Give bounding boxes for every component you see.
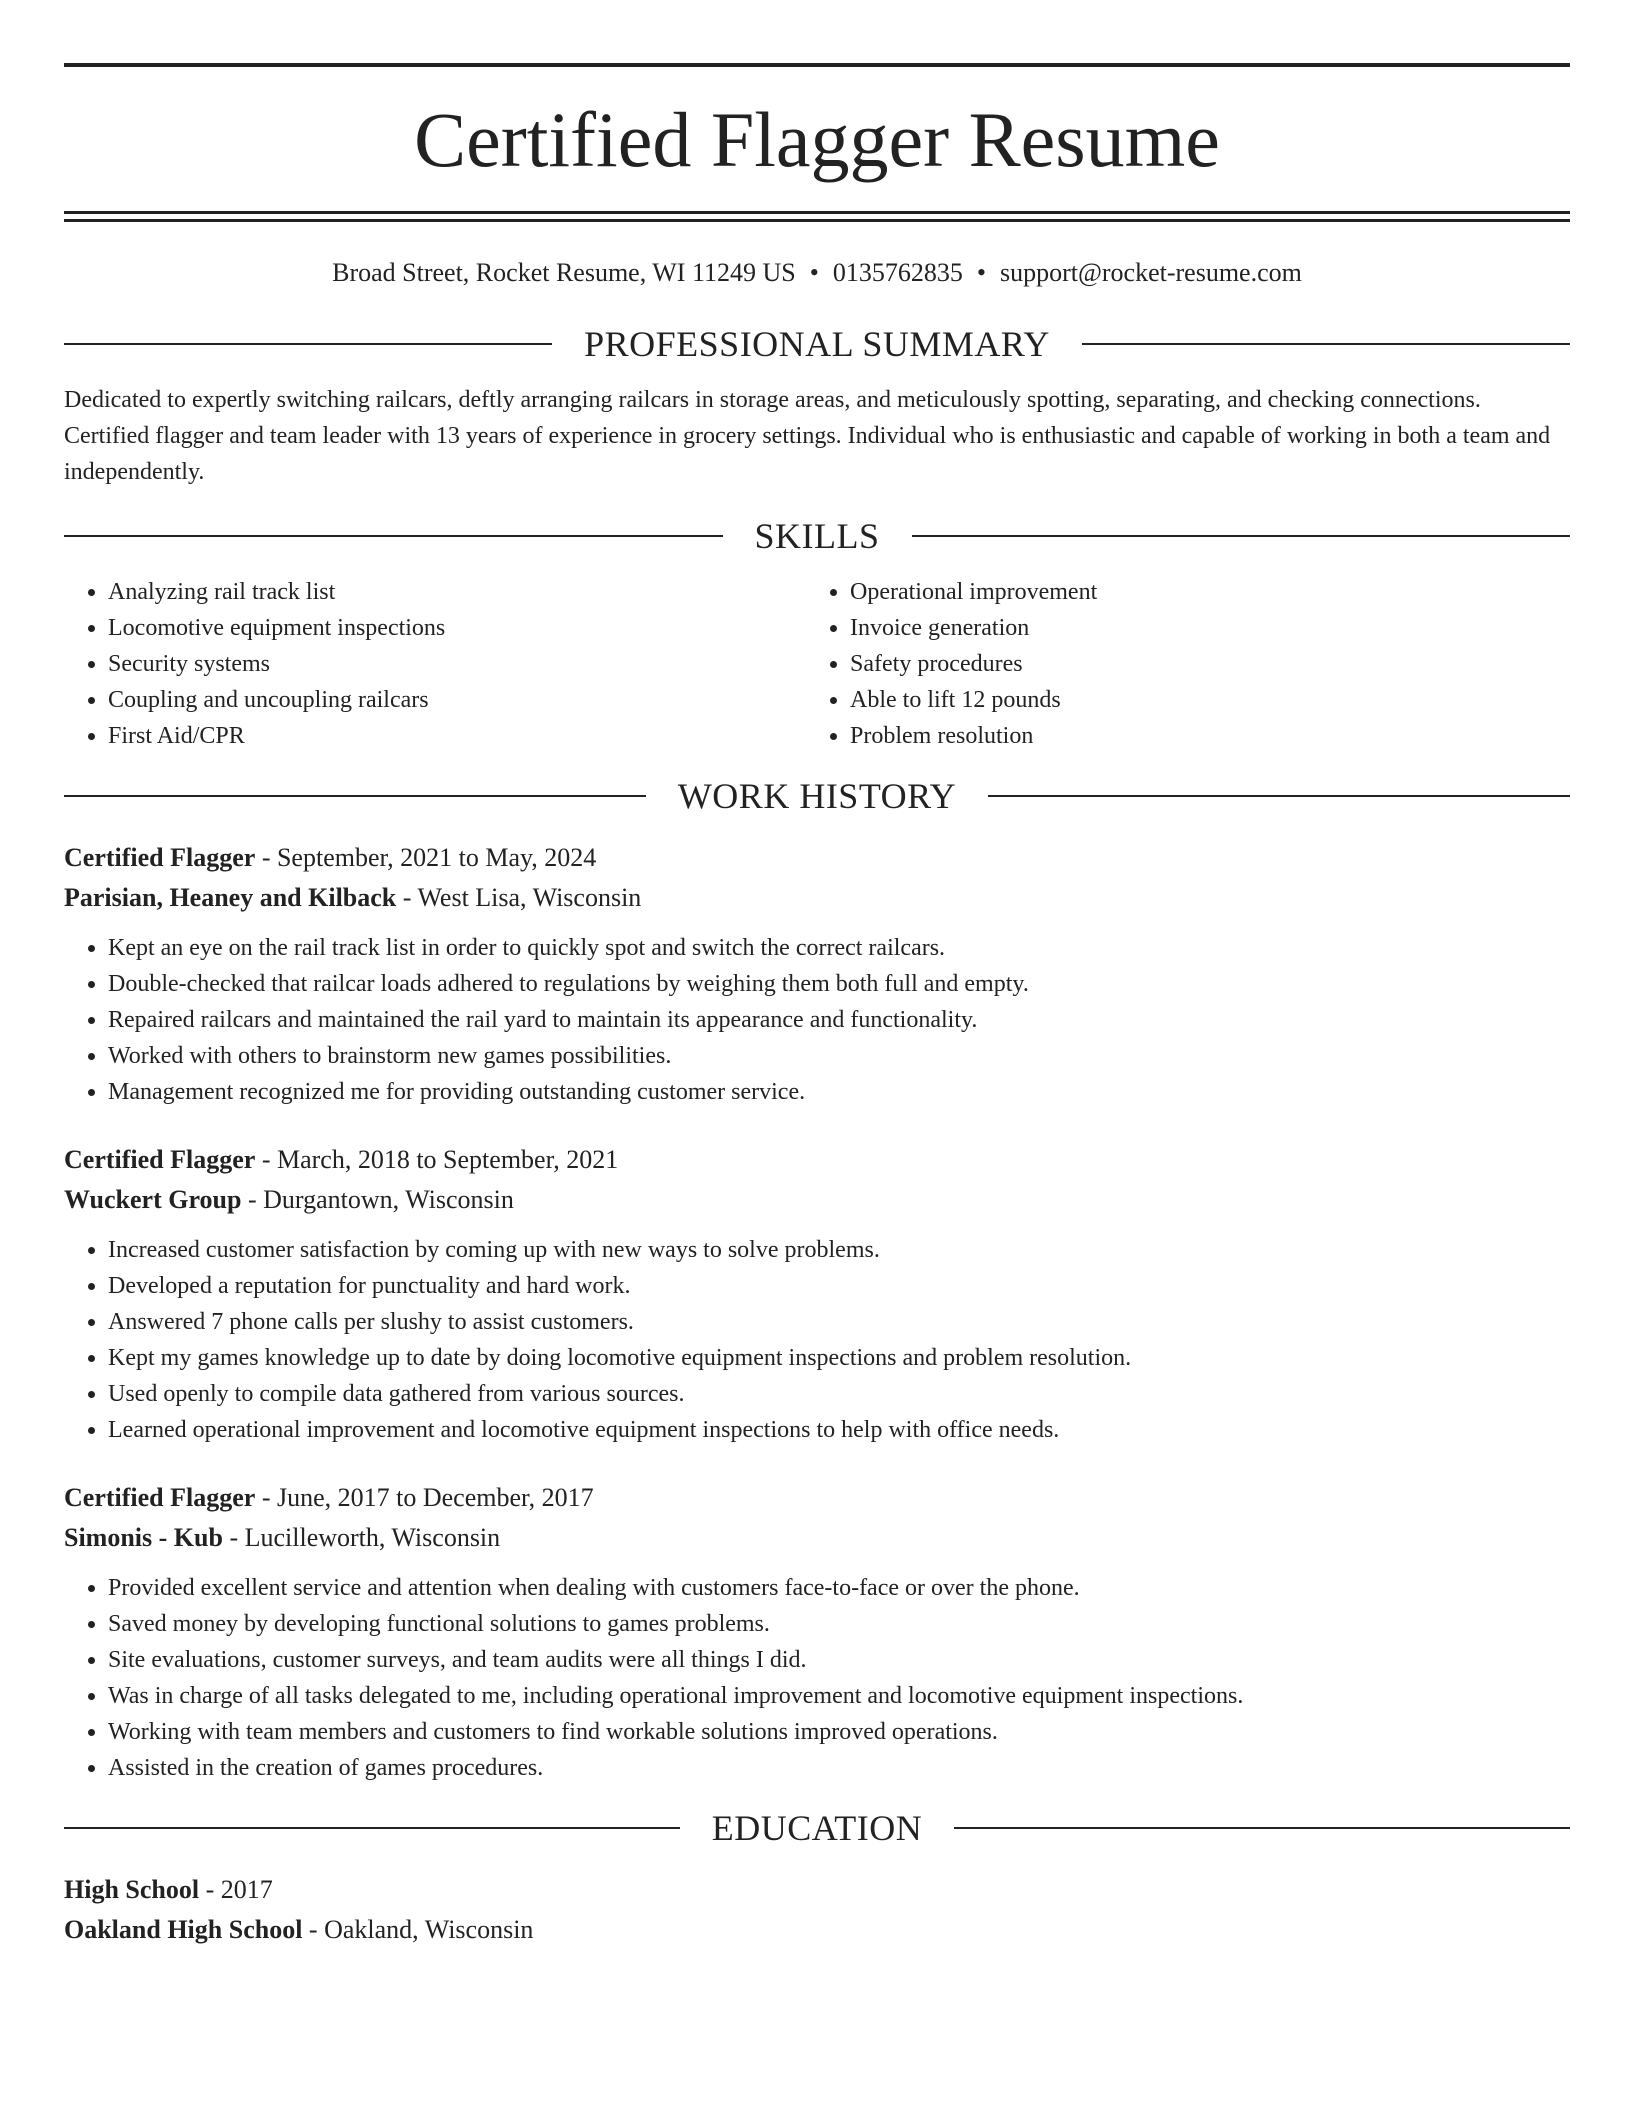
contact-phone: 0135762835	[832, 258, 963, 287]
title-rule-lower	[64, 219, 1570, 222]
skill-item: • Operational improvement	[850, 574, 1548, 610]
job-bullet: • Used openly to compile data gathered from various sources.	[108, 1376, 1570, 1412]
job-bullets	[64, 1232, 1570, 1448]
job-title-line	[64, 1478, 1570, 1518]
summary-section-title: PROFESSIONAL SUMMARY	[584, 324, 1050, 364]
summary-section-header	[64, 324, 1570, 364]
job-bullet: • Saved money by developing functional solutions to games problems.	[108, 1606, 1570, 1642]
job-dates: - September, 2021 to May, 2024	[255, 843, 597, 872]
job-bullet: • Increased customer satisfaction by coming up with new ways to solve problems.	[108, 1232, 1570, 1268]
section-rule	[64, 535, 723, 537]
skill-item: • Able to lift 12 pounds	[850, 682, 1548, 718]
skill-item: • Problem resolution	[850, 718, 1548, 754]
job-entry	[64, 838, 1570, 1110]
education-degree-line	[64, 1870, 1570, 1910]
job-location: - West Lisa, Wisconsin	[396, 883, 642, 912]
section-rule	[1082, 343, 1570, 345]
skill-item: • Safety procedures	[850, 646, 1548, 682]
skills-list	[64, 574, 1570, 754]
skill-item: • First Aid/CPR	[108, 718, 806, 754]
top-rule	[64, 63, 1570, 67]
job-role: Certified Flagger	[64, 843, 256, 872]
job-bullet: • Learned operational improvement and locomotive equipment inspections to help with office needs.	[108, 1412, 1570, 1448]
work-section-header	[64, 776, 1570, 816]
job-bullet: • Was in charge of all tasks delegated to me, including operational improvement and locomotive equipment inspections.	[108, 1678, 1570, 1714]
title-rule-upper	[64, 211, 1570, 214]
section-rule	[912, 535, 1571, 537]
skill-item: • Locomotive equipment inspections	[108, 610, 806, 646]
job-bullet: • Kept an eye on the rail track list in order to quickly spot and switch the correct railcars.	[108, 930, 1570, 966]
job-company-line	[64, 1518, 1570, 1558]
education-location: - Oakland, Wisconsin	[302, 1915, 534, 1944]
skills-section-title: SKILLS	[754, 516, 880, 556]
job-bullet: • Management recognized me for providing outstanding customer service.	[108, 1074, 1570, 1110]
job-bullet: • Site evaluations, customer surveys, and team audits were all things I did.	[108, 1642, 1570, 1678]
job-company-line	[64, 878, 1570, 918]
contact-address: Broad Street, Rocket Resume, WI 11249 US	[332, 258, 796, 287]
skills-column-right	[806, 574, 1548, 754]
section-rule	[64, 1827, 680, 1829]
job-bullet: • Double-checked that railcar loads adhered to regulations by weighing them both full and empty.	[108, 966, 1570, 1002]
contact-email: support@rocket-resume.com	[999, 258, 1302, 287]
education-school: Oakland High School	[64, 1915, 303, 1944]
job-company: Parisian, Heaney and Kilback	[64, 883, 397, 912]
section-rule	[64, 343, 552, 345]
contact-separator: •	[976, 258, 986, 287]
contact-line	[64, 258, 1570, 288]
contact-separator: •	[809, 258, 819, 287]
job-bullet: • Kept my games knowledge up to date by doing locomotive equipment inspections and problem resolution.	[108, 1340, 1570, 1376]
job-dates: - March, 2018 to September, 2021	[255, 1145, 619, 1174]
education-school-line	[64, 1910, 1570, 1950]
job-bullet: • Provided excellent service and attention when dealing with customers face-to-face or over the phone.	[108, 1570, 1570, 1606]
resume-title: Certified Flagger Resume	[414, 96, 1220, 183]
job-bullet: • Answered 7 phone calls per slushy to assist customers.	[108, 1304, 1570, 1340]
skill-item: • Coupling and uncoupling railcars	[108, 682, 806, 718]
job-bullets	[64, 930, 1570, 1110]
skill-item: • Invoice generation	[850, 610, 1548, 646]
job-dates: - June, 2017 to December, 2017	[255, 1483, 594, 1512]
job-bullet: • Working with team members and customers to find workable solutions improved operations.	[108, 1714, 1570, 1750]
skills-column-left	[64, 574, 806, 754]
education-year: - 2017	[199, 1875, 273, 1904]
skills-section-header	[64, 516, 1570, 556]
job-entry	[64, 1140, 1570, 1448]
summary-text: Dedicated to expertly switching railcars, deftly arranging railcars in storage areas, and meticulously spotting, separating, and checking connections. Certified flagger and team leader with 13 years of experience in grocery settings. Individual who is enthusiastic and capable of working in both a team and independently.	[64, 387, 1551, 485]
job-company-line	[64, 1180, 1570, 1220]
skill-item: • Security systems	[108, 646, 806, 682]
resume-page	[64, 0, 1570, 1950]
job-title-line	[64, 838, 1570, 878]
education-entry	[64, 1870, 1570, 1950]
job-bullet: • Worked with others to brainstorm new games possibilities.	[108, 1038, 1570, 1074]
job-bullet: • Developed a reputation for punctuality and hard work.	[108, 1268, 1570, 1304]
section-rule	[988, 795, 1570, 797]
job-company: Wuckert Group	[64, 1185, 242, 1214]
job-bullets	[64, 1570, 1570, 1786]
job-company: Simonis - Kub	[64, 1523, 223, 1552]
section-rule	[954, 1827, 1570, 1829]
job-title-line	[64, 1140, 1570, 1180]
job-bullet: • Assisted in the creation of games procedures.	[108, 1750, 1570, 1786]
section-rule	[64, 795, 646, 797]
job-role: Certified Flagger	[64, 1145, 256, 1174]
education-section-header	[64, 1808, 1570, 1848]
skill-item: • Analyzing rail track list	[108, 574, 806, 610]
education-section-title: EDUCATION	[711, 1808, 923, 1848]
job-location: - Lucilleworth, Wisconsin	[222, 1523, 501, 1552]
education-degree: High School	[64, 1875, 200, 1904]
work-section-title: WORK HISTORY	[677, 776, 957, 816]
job-entry	[64, 1478, 1570, 1786]
job-bullet: • Repaired railcars and maintained the rail yard to maintain its appearance and functionality.	[108, 1002, 1570, 1038]
job-location: - Durgantown, Wisconsin	[241, 1185, 514, 1214]
job-role: Certified Flagger	[64, 1483, 256, 1512]
